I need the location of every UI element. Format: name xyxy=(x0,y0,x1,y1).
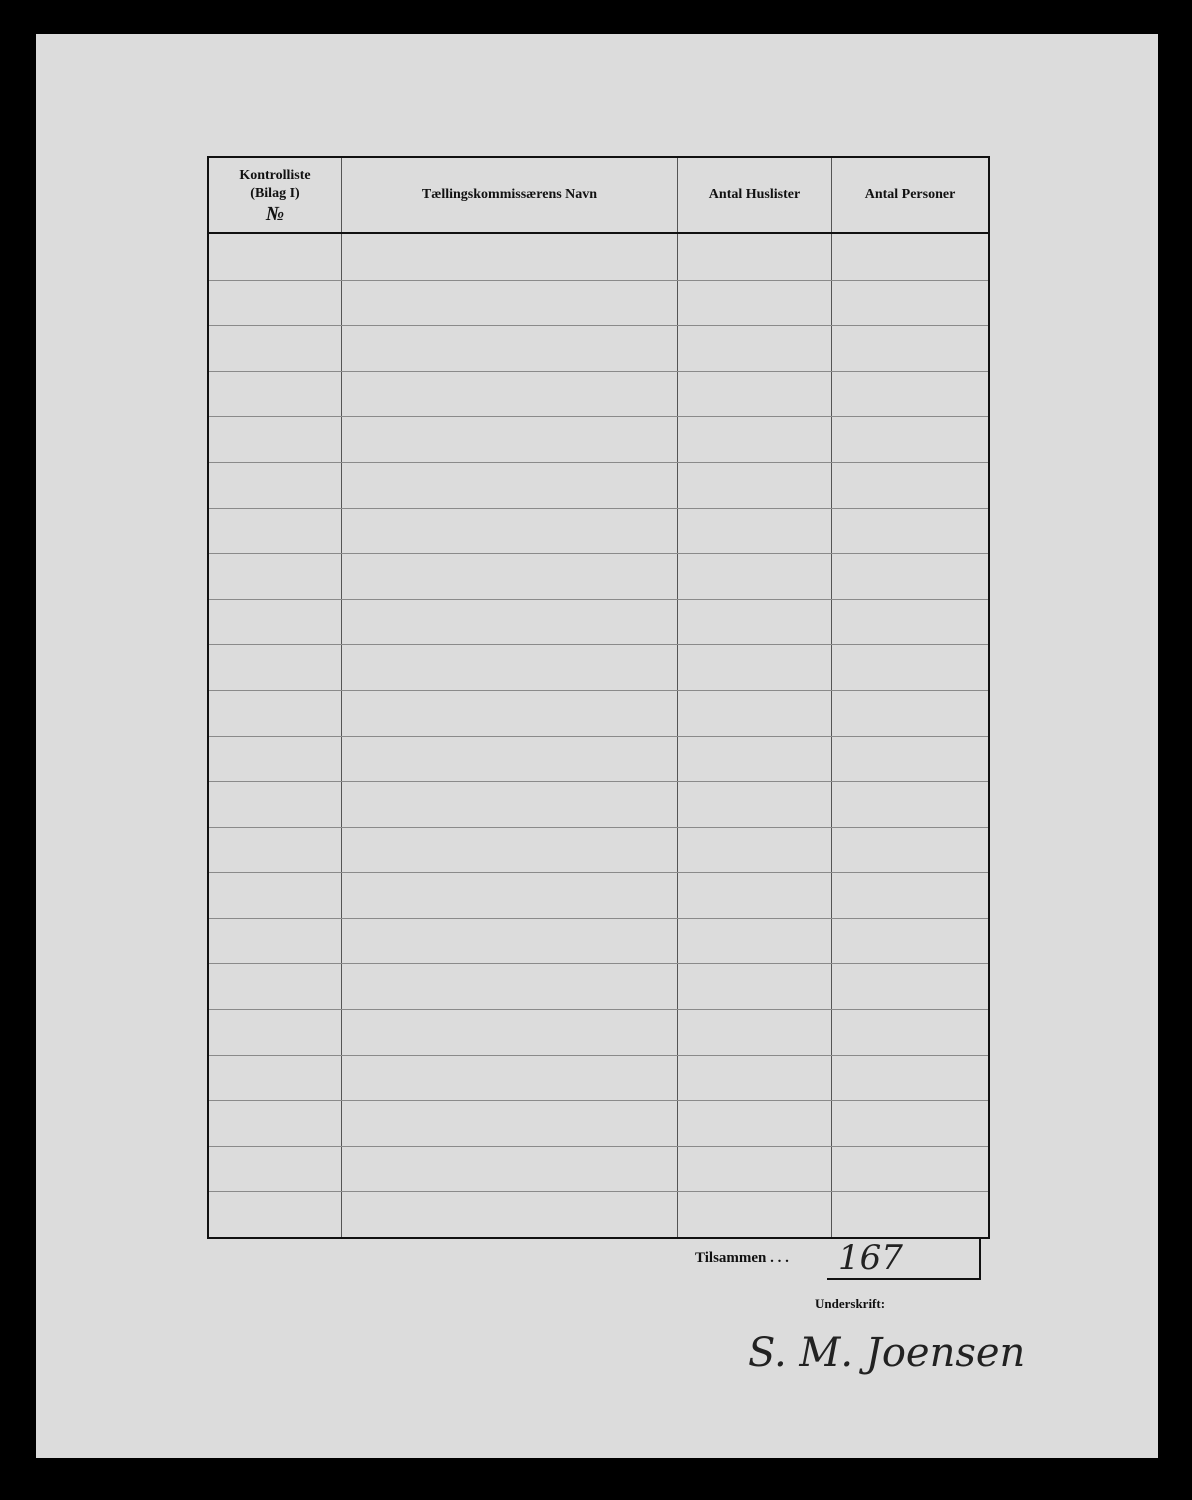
row-rule xyxy=(209,1100,988,1101)
row-rule xyxy=(209,690,988,691)
row-rule xyxy=(209,553,988,554)
row-rule xyxy=(209,918,988,919)
row-rule xyxy=(209,462,988,463)
row-rule xyxy=(209,1146,988,1147)
row-rule xyxy=(209,1055,988,1056)
row-rule xyxy=(209,371,988,372)
row-rule xyxy=(209,1009,988,1010)
total-value: 167 xyxy=(838,1238,903,1278)
header-number-sign: № xyxy=(265,203,285,225)
header-kontrolliste xyxy=(209,158,341,232)
row-rule xyxy=(209,827,988,828)
column-divider xyxy=(341,158,342,1237)
header-navn: Tællingskommissærens Navn xyxy=(421,187,598,202)
row-rule xyxy=(209,736,988,737)
row-rule xyxy=(209,872,988,873)
header-kontrolliste-line1: Kontrolliste xyxy=(239,168,311,183)
handwritten-signature: S. M. Joensen xyxy=(748,1330,1026,1376)
total-label: Tilsammen . . . xyxy=(695,1250,789,1266)
header-personer: Antal Personer xyxy=(864,187,956,202)
row-rule xyxy=(209,325,988,326)
row-rule xyxy=(209,963,988,964)
row-rule xyxy=(209,644,988,645)
row-rule xyxy=(209,599,988,600)
census-control-table xyxy=(207,156,990,1239)
row-rule xyxy=(209,508,988,509)
signature-label: Underskrift: xyxy=(815,1296,886,1311)
row-rule xyxy=(209,1191,988,1192)
row-rule xyxy=(209,781,988,782)
row-rule xyxy=(209,416,988,417)
column-divider xyxy=(831,158,832,1237)
column-divider xyxy=(677,158,678,1237)
header-kontrolliste-line2: (Bilag I) xyxy=(250,186,300,201)
row-rule xyxy=(209,280,988,281)
header-rule xyxy=(209,232,988,234)
header-huslister: Antal Huslister xyxy=(708,187,801,202)
